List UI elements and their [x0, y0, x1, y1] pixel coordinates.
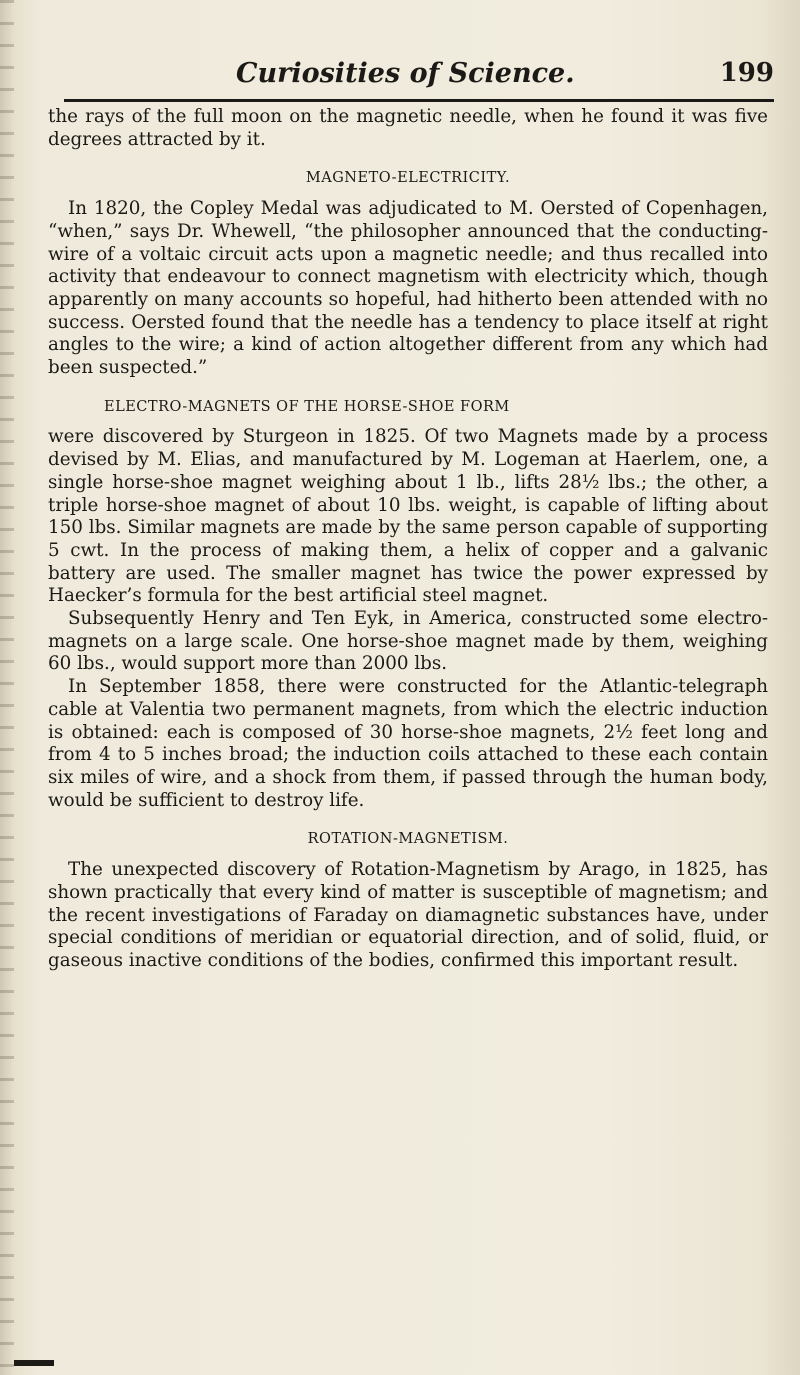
page-number: 199	[719, 58, 774, 88]
paragraph-atlantic-telegraph: In September 1858, there were constructed for the Atlantic-telegraph cable at Valentia two permanent magnets, from which the electric induction is obtained: each is composed of 30 horse-shoe magnets, 2½ feet long and from 4 to 5 inches broad; the induction coils attached to these each contain six miles of wire, and a shock from them, if passed through the human body, would be sufficient to destroy life.	[48, 676, 768, 811]
page-body	[48, 106, 768, 973]
page-header	[236, 58, 774, 98]
paragraph-henry: Subsequently Henry and Ten Eyk, in America, constructed some electro-magnets on a large scale. One horse-shoe magnet made by them, weighing 60 lbs., would support more than 2000 lbs.	[48, 608, 768, 675]
paragraph-oersted: In 1820, the Copley Medal was adjudicated to M. Oersted of Copenhagen, “when,” says Dr. Whewell, “the philosopher announced that the conducting-wire of a voltaic circuit acts upon a magnetic needle; and thus recalled into activity that endeavour to connect magnetism with electricity which, though apparently on many accounts so hopeful, had hitherto been attended with no success. Oersted found that the needle has a tendency to place itself at right angles to the wire; a kind of action altogether different from any which had been suspected.”	[48, 198, 768, 379]
section-heading-magneto-electricity: MAGNETO-ELECTRICITY.	[305, 170, 511, 187]
paragraph-arago: The unexpected discovery of Rotation-Magnetism by Arago, in 1825, has shown practically that every kind of matter is susceptible of magnetism; and the recent investigations of Faraday on diamagnetic substances have, under special conditions of meridian or equatorial direction, and of solid, fluid, or gaseous inactive conditions of the bodies, confirmed this important result.	[48, 859, 768, 971]
page-bottom-mark	[14, 1360, 54, 1366]
header-rule	[64, 99, 774, 102]
paragraph-sturgeon: were discovered by Sturgeon in 1825. Of two Magnets made by a process devised by M. Elias, and manufactured by M. Logeman at Haerlem, one, a single horse-shoe magnet weighing about 1 lb., lifts 28½ lbs.; the other, a triple horse-shoe magnet of about 10 lbs. weight, is capable of lifting about 150 lbs. Similar magnets are made by the same person capable of supporting 5 cwt. In the process of making them, a helix of copper and a galvanic battery are used. The smaller magnet has twice the power expressed by Haecker’s formula for the best artificial steel magnet.	[48, 426, 768, 607]
section-heading-electro-magnets: ELECTRO-MAGNETS OF THE HORSE-SHOE FORM	[104, 398, 510, 415]
running-head: Curiosities of Science.	[236, 58, 575, 89]
gutter-shadow	[0, 0, 14, 1375]
section-heading-rotation-magnetism: ROTATION-MAGNETISM.	[307, 831, 509, 848]
paragraph-intro: the rays of the full moon on the magnetic needle, when he found it was five degrees attracted by it.	[48, 106, 768, 150]
